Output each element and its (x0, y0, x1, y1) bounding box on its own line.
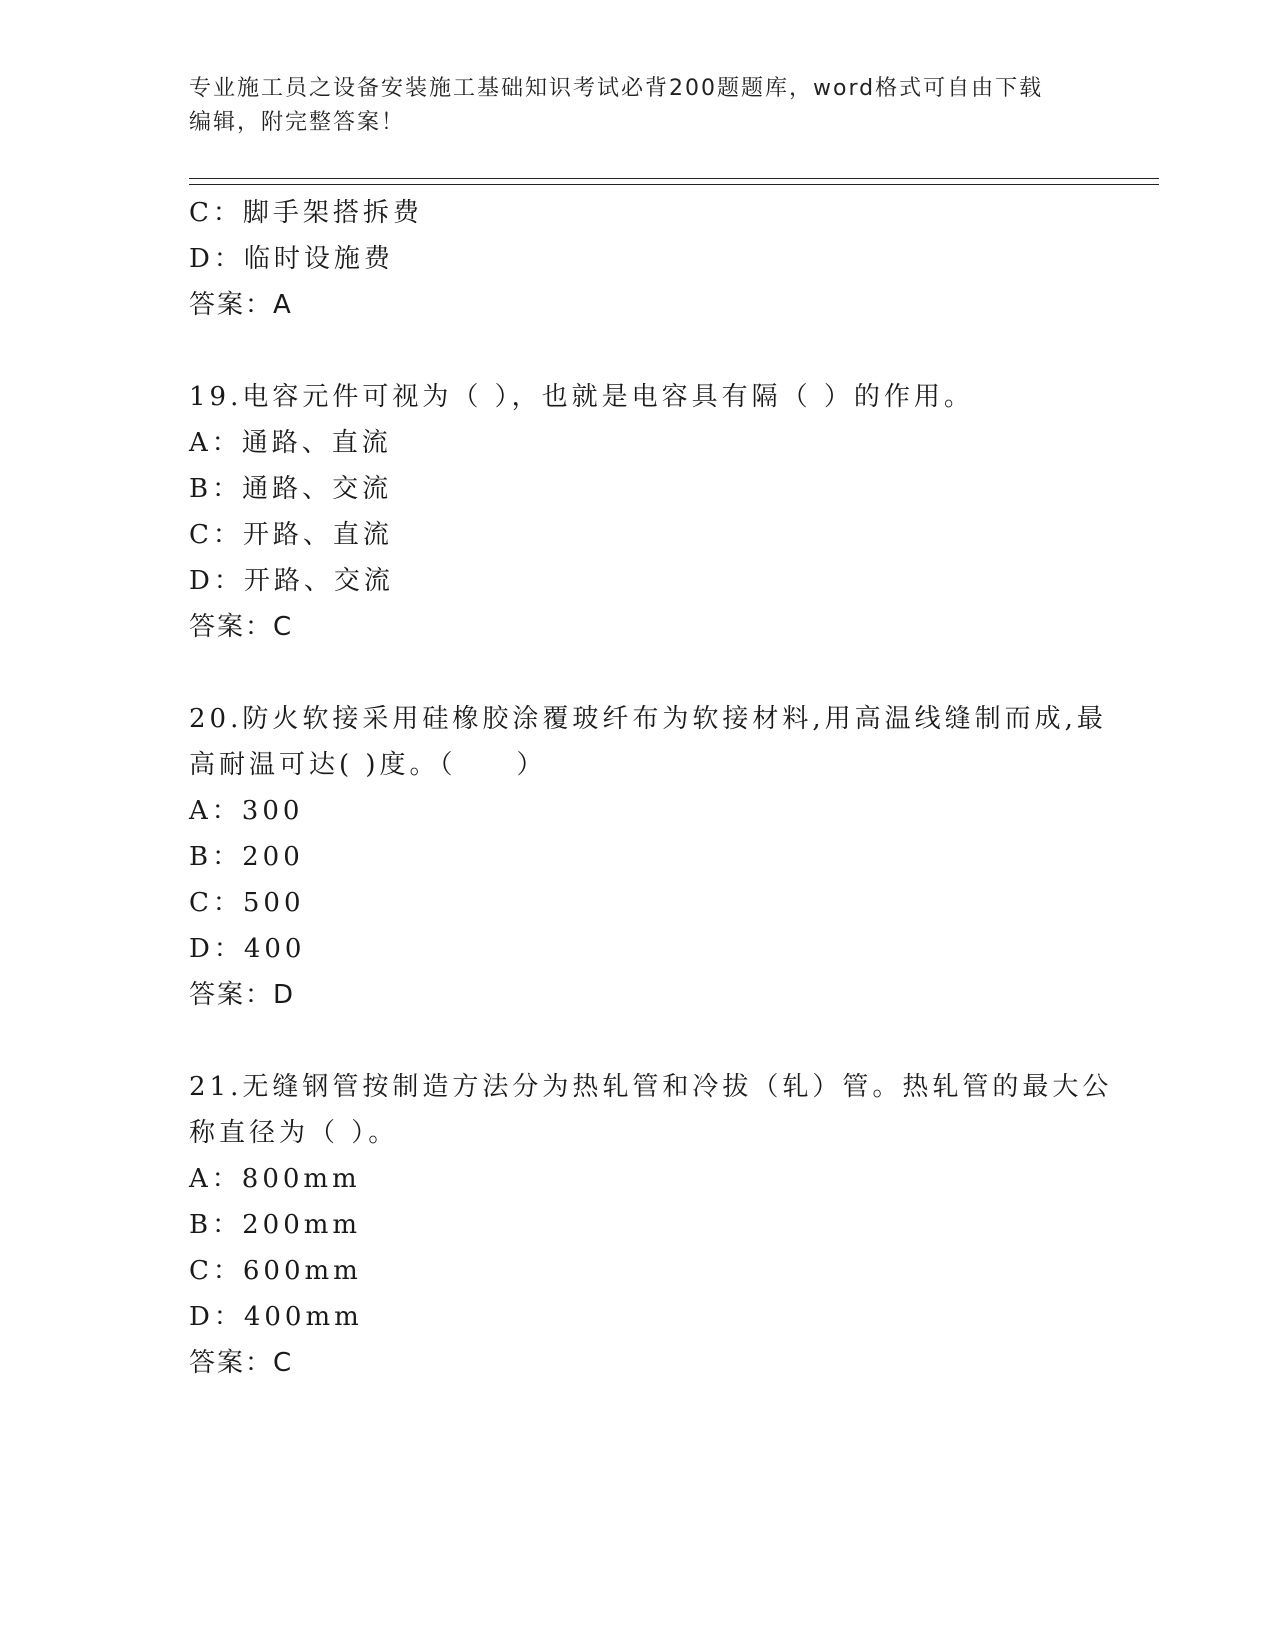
option-c: C：开路、直流 (189, 520, 393, 550)
question-number: 19. (189, 382, 243, 412)
answer-line: 答案：D (189, 980, 296, 1010)
header-divider-top (189, 178, 1159, 179)
header-divider-bottom (189, 184, 1159, 185)
option-d: D：400mm (189, 1302, 363, 1332)
option-a: A：300 (189, 796, 304, 826)
option-c: C：500 (189, 888, 305, 918)
question-number: 21. (189, 1072, 243, 1102)
option-a: A：800mm (189, 1164, 361, 1194)
question-20-stem-line-1 (189, 696, 1107, 742)
question-20-stem-line-2: 高耐温可达( )度。（ ） (189, 750, 547, 780)
option-b: B：200mm (189, 1210, 362, 1240)
question-21-stem-line-2: 称直径为（ ）。 (189, 1118, 399, 1148)
option-c: C：600mm (189, 1256, 362, 1286)
document-header (189, 72, 1069, 140)
spacer (189, 650, 1089, 696)
answer-line: 答案：C (189, 1348, 294, 1378)
question-text: 电容元件可视为（ ），也就是电容具有隔（ ）的作用。 (242, 382, 974, 412)
spacer (189, 1018, 1089, 1064)
answer-line: 答案：C (189, 612, 294, 642)
question-text: 无缝钢管按制造方法分为热轧管和冷拔（轧）管。热轧管的最大公 (242, 1072, 1113, 1102)
option-b: B：通路、交流 (189, 474, 393, 504)
header-title-line-1: 专业施工员之设备安装施工基础知识考试必背200题题库，word格式可自由下载 (189, 76, 1044, 101)
option-b: B：200 (189, 842, 304, 872)
question-19-stem (189, 374, 1089, 420)
option-d: D：400 (189, 934, 306, 964)
spacer (189, 328, 1089, 374)
question-list (189, 190, 1113, 1386)
option-d: D：开路、交流 (189, 566, 394, 596)
header-title-line-2: 编辑，附完整答案！ (189, 110, 406, 135)
option-d: D：临时设施费 (189, 244, 394, 274)
answer-line: 答案：A (189, 290, 293, 320)
option-c: C：脚手架搭拆费 (189, 198, 423, 228)
question-text: 防火软接采用硅橡胶涂覆玻纤布为软接材料,用高温线缝制而成,最 (242, 704, 1107, 734)
question-number: 20. (189, 704, 243, 734)
option-a: A：通路、直流 (189, 428, 392, 458)
question-21-stem-line-1 (189, 1064, 1113, 1110)
